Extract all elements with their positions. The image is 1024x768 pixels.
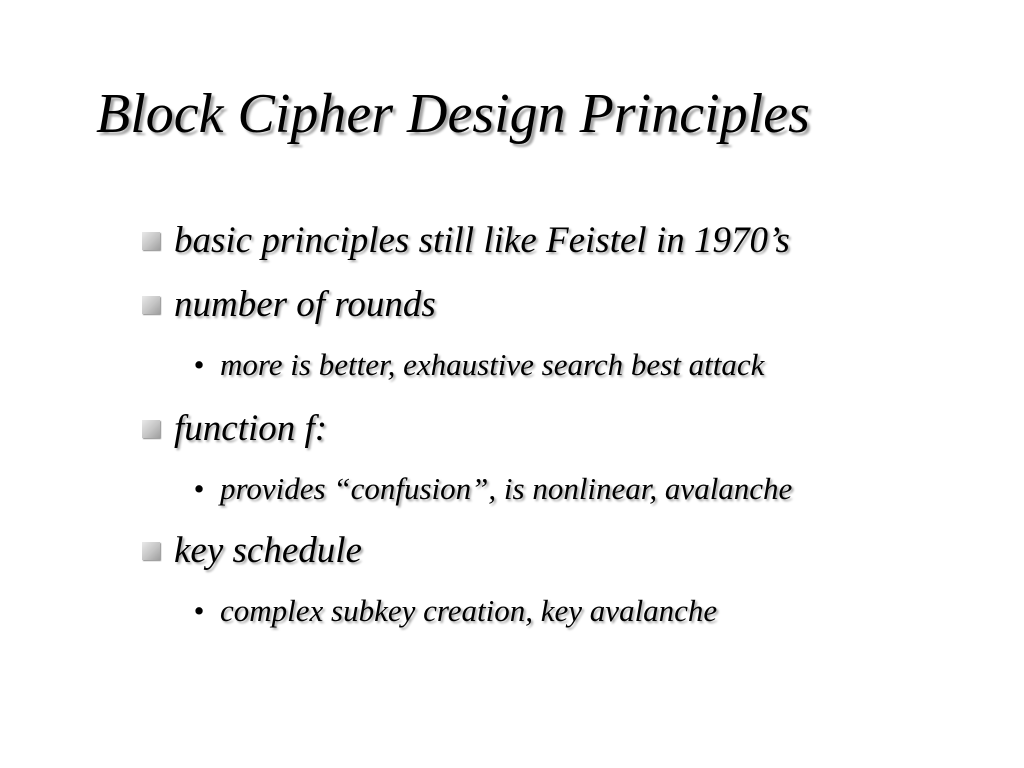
square-bullet-icon: [142, 542, 160, 560]
bullet-text: basic principles still like Feistel in 1970’s: [174, 220, 790, 261]
sub-bullet-text: more is better, exhaustive search best attack: [220, 347, 765, 382]
dot-bullet-icon: •: [193, 471, 205, 506]
square-bullet-icon: [142, 420, 160, 438]
bullet-text: number of rounds: [174, 284, 436, 325]
bullet-item: [142, 220, 790, 263]
square-bullet-icon: [142, 232, 160, 250]
bullet-text: function f:: [174, 408, 328, 449]
dot-bullet-icon: •: [193, 347, 205, 382]
square-bullet-icon: [142, 296, 160, 314]
sub-bullet-text: complex subkey creation, key avalanche: [220, 593, 718, 628]
sub-bullet-item: [188, 471, 792, 507]
sub-bullet-item: [188, 347, 764, 383]
bullet-item: [142, 530, 362, 573]
dot-bullet-icon: •: [193, 593, 205, 628]
bullet-item: [142, 408, 327, 451]
bullet-text: key schedule: [174, 530, 362, 571]
slide-title: Block Cipher Design Principles: [96, 83, 810, 145]
sub-bullet-text: provides “confusion”, is nonlinear, avalanche: [220, 471, 793, 506]
bullet-item: [142, 284, 436, 327]
sub-bullet-item: [188, 593, 717, 629]
